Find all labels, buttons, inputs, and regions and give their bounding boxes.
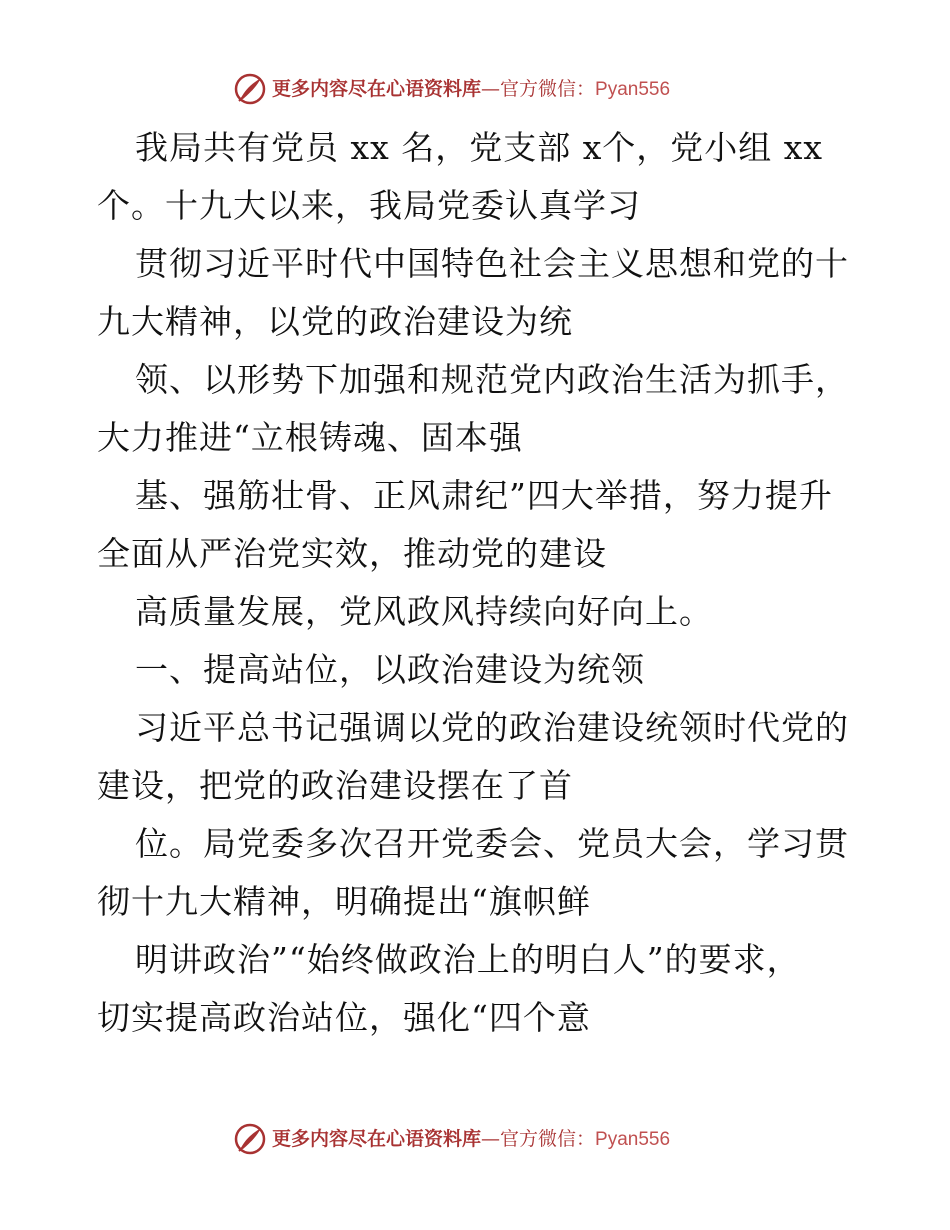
quill-pen-logo-icon [233,72,267,106]
body-line: 高质量发展，党风政风持续向好向上。 [135,592,713,631]
watermark-main: 更多内容尽在心语资料库 [272,1128,482,1150]
watermark-text [272,1126,670,1153]
watermark-dash: —官方微信： [481,78,596,100]
footer-watermark [0,1120,950,1160]
body-line: 九大精神，以党的政治建设为统 [97,302,573,341]
body-line: 全面从严治党实效，推动党的建设 [97,534,607,573]
watermark-id: Pyan556 [595,1129,671,1150]
header-watermark [0,70,950,110]
watermark-text [272,76,670,103]
body-line: 切实提高政治站位，强化“四个意 [97,998,591,1037]
body-line: 基、强筋壮骨、正风肃纪”四大举措，努力提升 [135,476,833,515]
body-line: 建设，把党的政治建设摆在了首 [97,766,573,805]
body-line: 个。十九大以来，我局党委认真学习 [97,186,641,225]
body-line: 明讲政治”“始终做政治上的明白人”的要求， [135,940,801,979]
body-line: 领、以形势下加强和规范党内政治生活为抓手， [135,360,849,399]
watermark-dash: —官方微信： [481,1128,596,1150]
body-line: 贯彻习近平时代中国特色社会主义思想和党的十 [135,244,849,283]
section-heading: 一、提高站位，以政治建设为统领 [135,650,645,689]
body-line: 我局共有党员 xx 名，党支部 x个，党小组 xx [135,128,824,167]
body-line: 大力推进“立根铸魂、固本强 [97,418,523,457]
body-line: 习近平总书记强调以党的政治建设统领时代党的 [135,708,849,747]
body-line: 彻十九大精神，明确提出“旗帜鲜 [97,882,591,921]
watermark-id: Pyan556 [595,79,671,100]
body-line: 位。局党委多次召开党委会、党员大会，学习贯 [135,824,849,863]
quill-pen-logo-icon [233,1122,267,1156]
watermark-main: 更多内容尽在心语资料库 [272,78,482,100]
